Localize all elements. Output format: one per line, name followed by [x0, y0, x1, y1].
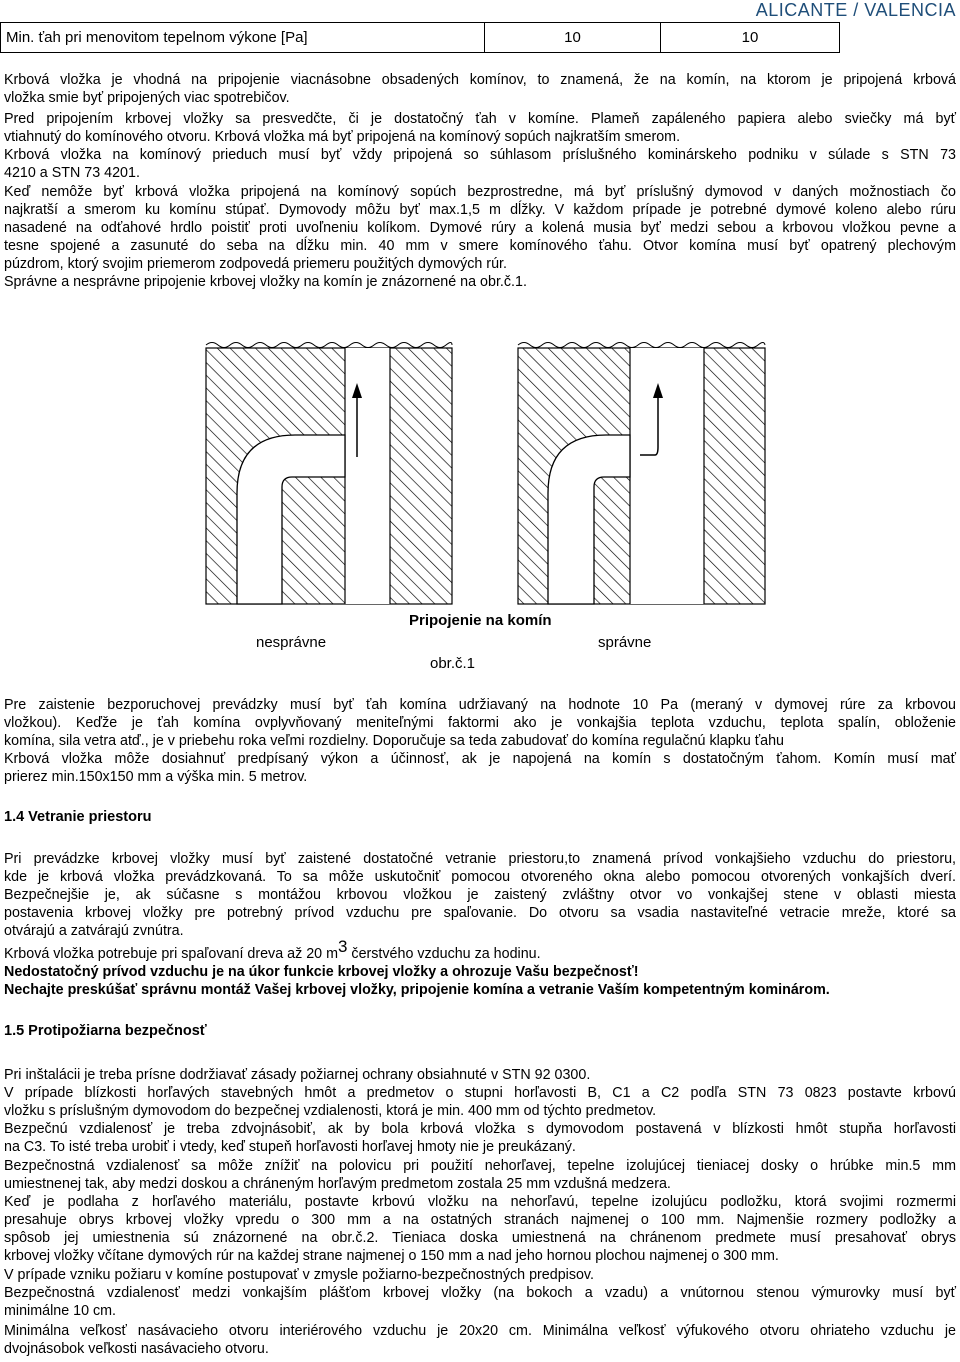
- brand-label: ALICANTE / VALENCIA: [755, 0, 956, 20]
- correct-label: správne: [598, 634, 652, 651]
- text-line: Minimálna veľkosť nasávacieho otvoru interiérového vzduchu je 20x20 cm. Minimálna veľkosť výfukového otvoru ohriateho vzduchu je: [4, 1323, 956, 1339]
- text-line: Krbová vložka môže dosiahnuť predpísaný výkon a účinnosť, ak je napojená na komín s dostatočným ťahom. Komín musí mať: [4, 751, 956, 767]
- text-line: Pre zaistenie bezporuchovej prevádzky musí byť ťah komína udržiavaný na hodnote 10 Pa (meraný v dymovej rúre za krbovou: [4, 697, 956, 713]
- text-line: V prípade blízkosti horľavých stavebných hmôt a predmetov o stupni horľavosti B, C1 a C2 podľa STN 73 0823 postavte krbovú: [4, 1085, 956, 1101]
- text-line: umiestnenej tak, aby medzi doskou a chráneným horľavým predmetom zostala 25 mm vzdušná medzera.: [4, 1176, 671, 1192]
- section-heading-ventilation: 1.4 Vetranie priestoru: [4, 809, 152, 825]
- section-heading-fire-safety: 1.5 Protipožiarna bezpečnosť: [4, 1023, 207, 1039]
- figure-number: obr.č.1: [430, 655, 476, 672]
- text-line: prierez min.150x150 mm a výška min. 5 metrov.: [4, 769, 308, 785]
- text-line: tesne spojené a zasunuté do seba na dĺžku min. 40 mm v smere komínového ťahu. Otvor komína musí byť opatrený plechovým: [4, 238, 956, 254]
- incorrect-connection-drawing: [206, 343, 452, 605]
- correct-connection-drawing: [518, 343, 765, 605]
- text-line: Keď nemôže byť krbová vložka pripojená na komínový sopúch bezprostredne, má byť príslušný dymovod v daných možnostiach čo: [4, 184, 956, 200]
- text-line: vložka smie byť pripojených viac spotrebičov.: [4, 90, 290, 106]
- warning-line: Nedostatočný prívod vzduchu je na úkor funkcie krbovej vložky a ohrozuje Vašu bezpečnosť!: [4, 964, 639, 980]
- text-line: púzdrom, ktorý svojim priemerom zodpovedá priemeru použitých dymových rúr.: [4, 256, 507, 272]
- text-line: nasadené na odťahové hrdlo poistiť proti uvoľneniu kolíkom. Dymové rúry a kolená musia byť medzi sebou a krbovou vložkou pevne a: [4, 220, 956, 236]
- text-line: Bezpečnú vzdialenosť je treba zdvojnásobiť, ak by bola krbová vložka s dymovodom postavená v blízkosti hmôt stupňa horľavosti: [4, 1121, 956, 1137]
- text-line: Krbová vložka na komínový prieduch musí byť vždy pripojená so súhlasom príslušného kominárskeho podniku v súlade s STN 73: [4, 147, 956, 163]
- text-line: Krbová vložka je vhodná na pripojenie viacnásobne obsadených komínov, to znamená, že na komín, na ktorom je pripojená krbová: [4, 72, 956, 88]
- text-line: otvárajú a zatvárajú zvnútra.: [4, 923, 184, 939]
- draft-table: [0, 22, 840, 53]
- chimney-connection-figure: [0, 335, 960, 605]
- text-line: krbovej vložky včítane dymových rúr na každej strane najmenej o 150 mm a nad jeho hornou plochou najmenej o 300 mm.: [4, 1248, 779, 1264]
- figure-title: Pripojenie na komín: [409, 612, 552, 629]
- text-line: komína, sila vetra atď., je v priebehu roka veľmi rozdielny. Doporučuje sa teda zabudovať do komína regulačnú klapku ťahu: [4, 733, 784, 749]
- text-line: najkratší a smerom ku komínu stúpať. Dymovody môžu byť max.1,5 m dĺžky. V každom prípade je potrebné dymové koleno alebo rúru: [4, 202, 956, 218]
- text-line: dvojnásobok veľkosti nasávacieho otvoru.: [4, 1341, 269, 1357]
- text-line: vložku s príslušným dymovodom do bezpečnej vzdialenosti, ktorá je min. 400 mm od týchto predmetov.: [4, 1103, 657, 1119]
- text-line: Bezpečnejšie je, ak súčasne s montážou krbovou vložkou je zaistený zvláštny otvor vo vonkajšej stene v oblasti miesta: [4, 887, 956, 903]
- text-line: vtiahnutý do komínového otvoru. Krbová vložka má byť pripojená na komínový sopúch najkratším smerom.: [4, 129, 681, 145]
- draft-value-1: 10: [485, 23, 661, 52]
- text-line: na C3. To isté treba urobiť i vtedy, keď stupeň horľavosti horľavej hmoty nie je preukázaný.: [4, 1139, 576, 1155]
- incorrect-label: nesprávne: [256, 634, 327, 651]
- text-line: Pri prevádzke krbovej vložky musí byť zaistené dostatočné vetranie priestoru,to znamená prívod vonkajšieho vzduchu do priestoru,: [4, 851, 956, 867]
- text-line: 4210 a STN 73 4201.: [4, 165, 140, 181]
- warning-line: Nechajte preskúšať správnu montáž Vašej krbovej vložky, pripojenie komína a vetranie Vaším kompetentným kominárom.: [4, 982, 830, 998]
- text-line: spôsob jej umiestnenia sú znázornené na obr.č.2. Tieniaca doska umiestnená na chránenom predmete musí presahovať obrys: [4, 1230, 956, 1246]
- text-line: Správne a nesprávne pripojenie krbovej vložky na komín je znázornené na obr.č.1.: [4, 274, 527, 290]
- text-line: kde je krbová vložka prevádzkovaná. To sa môže uskutočniť pomocou otvoreného okna alebo pomocou otvorených vonkajších dverí.: [4, 869, 956, 885]
- text-line: Bezpečnostná vzdialenosť medzi vonkajším plášťom krbovej vložky (na bokoch a vzadu) a vnútornou stenou výmurovky musí byť: [4, 1285, 956, 1301]
- text-line: Pri inštalácii je treba prísne dodržiavať zásady požiarnej ochrany obsiahnuté v STN 92 0300.: [4, 1067, 591, 1083]
- draft-value-2: 10: [741, 29, 759, 46]
- air-requirement-line: Krbová vložka potrebuje pri spaľovaní dreva až 20 $m^3$ čerstvého vzduchu za hodinu.: [4, 937, 541, 962]
- text-line: Pred pripojením krbovej vložky sa presvedčte, či je dostatočný ťah v komíne. Plameň zapáleného papiera alebo sviečky má byť: [4, 111, 956, 127]
- text-line: V prípade vzniku požiaru v komíne postupovať v zmysle požiarno-bezpečnostných predpisov.: [4, 1267, 594, 1283]
- text-line: Bezpečnostná vzdialenosť sa môže znížiť na polovicu pri použití nehorľavej, tepelne izolujúcej tieniacej dosky o hrúbke min.5 mm: [4, 1158, 956, 1174]
- text-line: postavenia krbovej vložky pre potrebný prívod vzduchu pre spaľovanie. Do otvoru sa vsadia nastaviteľné vetracie mrežе, ktoré sa: [4, 905, 956, 921]
- text-line: presahuje obrys krbovej vložky vpredu o 300 mm a na ostatných stranách najmenej o 100 mm. Najmenšie rozmery podložky a: [4, 1212, 956, 1228]
- draft-row-label: Min. ťah pri menovitom tepelnom výkone [Pa]: [1, 23, 485, 52]
- text-line: vložkou). Keďže je ťah komína ovplyvňovaný meniteľnými faktormi ako je vonkajšia teplota vzduchu, teplota spalín, obloženie: [4, 715, 956, 731]
- text-line: minimálne 10 cm.: [4, 1303, 117, 1319]
- text-line: Keď je podlaha z horľavého materiálu, postavte krbovú vložku na nehorľavú, tepelne izolujúcu podložku, ktorá svojimi rozmermi: [4, 1194, 956, 1210]
